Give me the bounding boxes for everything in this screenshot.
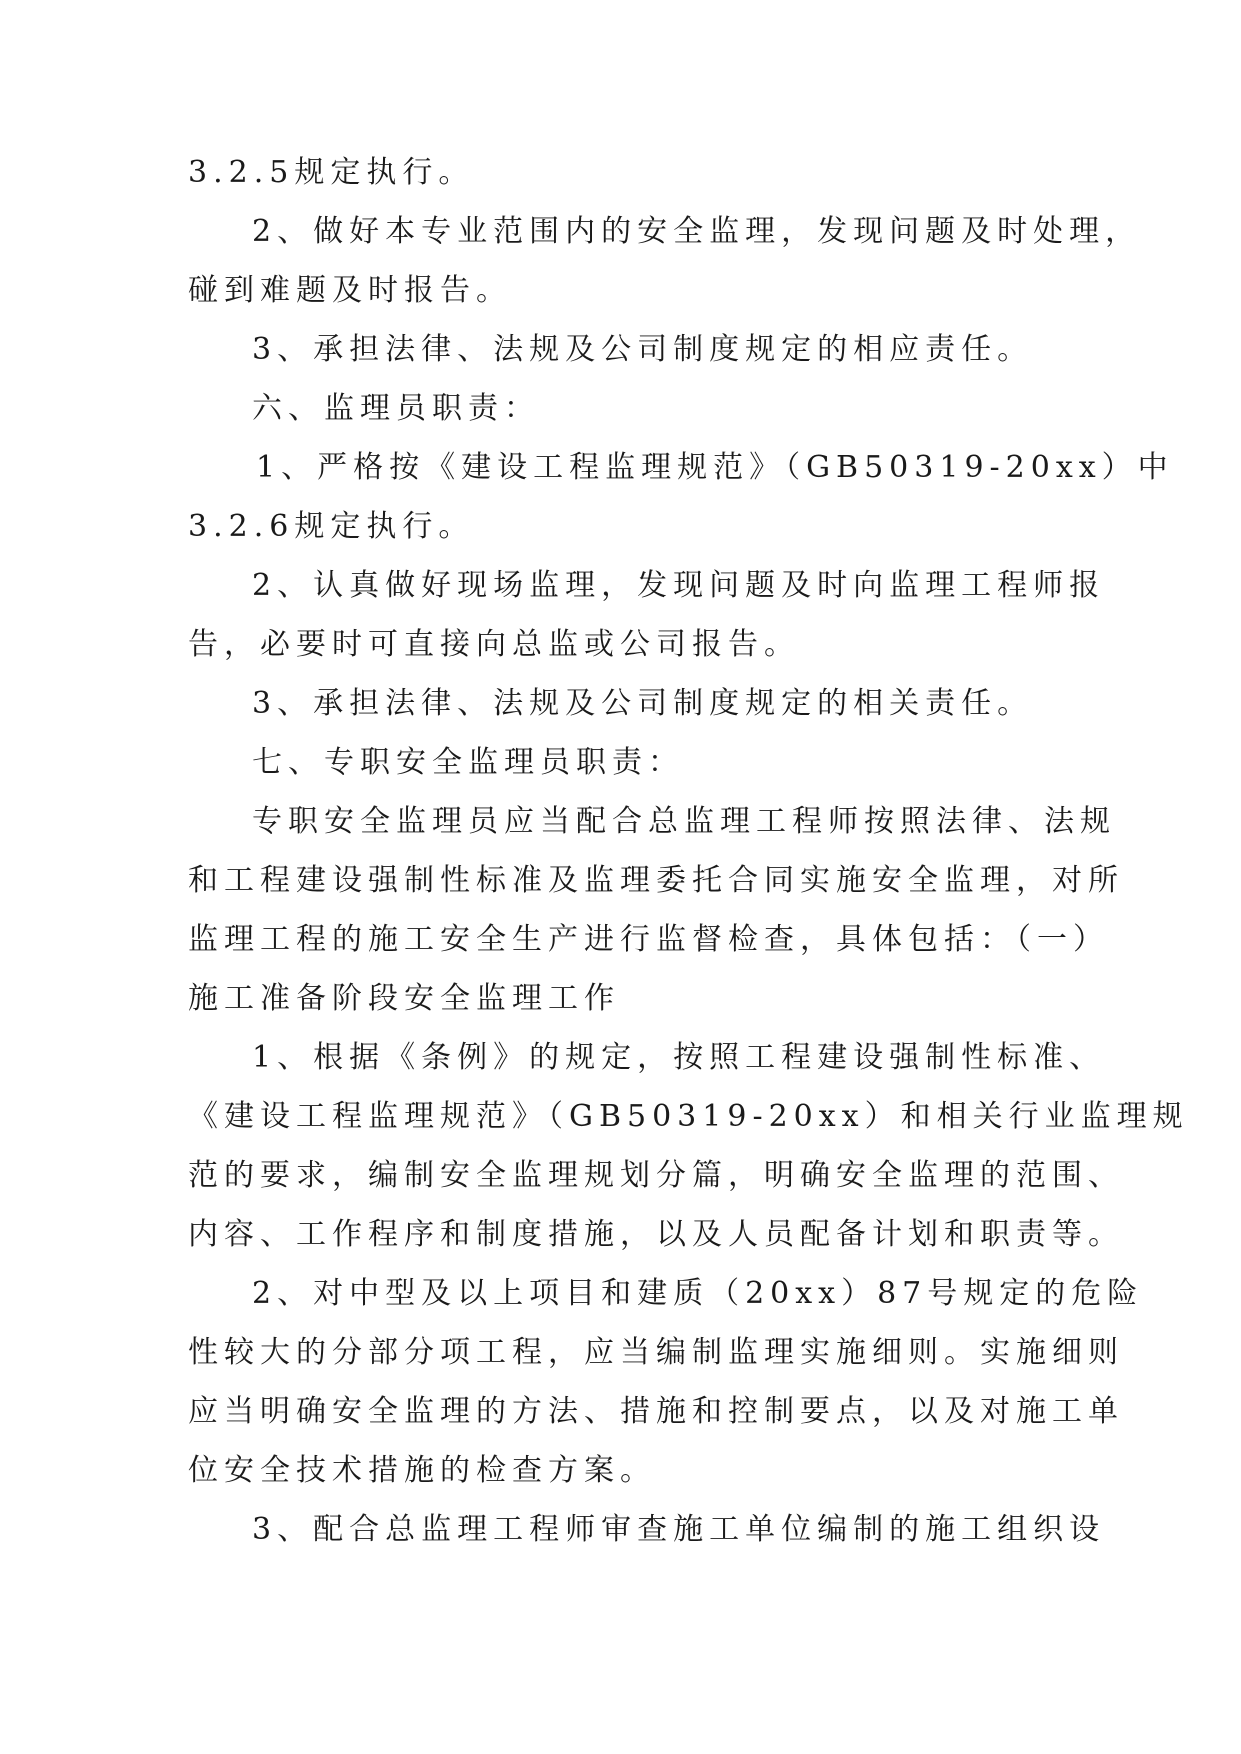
text-line: 监理工程的施工安全生产进行监督检查，具体包括：（一） — [188, 922, 1109, 957]
text-line: 应当明确安全监理的方法、措施和控制要点，以及对施工单 — [188, 1394, 1124, 1429]
section-heading: 六、监理员职责： — [252, 391, 540, 426]
text-line: 位安全技术措施的检查方案。 — [188, 1453, 656, 1488]
text-line: 3、承担法律、法规及公司制度规定的相应责任。 — [252, 332, 1034, 367]
text-line: 《建设工程监理规范》（GB50319-20xx）和相关行业监理规 — [188, 1099, 1189, 1134]
text-line: 1、根据《条例》的规定，按照工程建设强制性标准、 — [252, 1040, 1106, 1075]
text-line: 2、对中型及以上项目和建质（20xx）87号规定的危险 — [252, 1276, 1144, 1311]
text-line: 范的要求，编制安全监理规划分篇，明确安全监理的范围、 — [188, 1158, 1124, 1193]
text-line: 3、承担法律、法规及公司制度规定的相关责任。 — [252, 686, 1034, 721]
text-line: 性较大的分部分项工程，应当编制监理实施细则。实施细则 — [188, 1335, 1124, 1370]
text-line: 3、配合总监理工程师审查施工单位编制的施工组织设 — [252, 1512, 1106, 1547]
text-line: 专职安全监理员应当配合总监理工程师按照法律、法规 — [252, 804, 1116, 839]
document-body — [188, 155, 1189, 1574]
text-line: 告，必要时可直接向总监或公司报告。 — [188, 627, 800, 662]
text-line: 3.2.5规定执行。 — [188, 155, 475, 190]
text-line: 和工程建设强制性标准及监理委托合同实施安全监理，对所 — [188, 863, 1124, 898]
text-line: 3.2.6规定执行。 — [188, 509, 475, 544]
text-line: 内容、工作程序和制度措施，以及人员配备计划和职责等。 — [188, 1217, 1124, 1252]
text-line: 2、认真做好现场监理，发现问题及时向监理工程师报 — [252, 568, 1106, 603]
text-line: 施工准备阶段安全监理工作 — [188, 981, 620, 1016]
section-heading: 七、专职安全监理员职责： — [252, 745, 684, 780]
text-line: 1、严格按《建设工程监理规范》（GB50319-20xx）中 — [256, 450, 1174, 485]
text-line: 2、做好本专业范围内的安全监理，发现问题及时处理， — [252, 214, 1142, 249]
text-line: 碰到难题及时报告。 — [188, 273, 512, 308]
